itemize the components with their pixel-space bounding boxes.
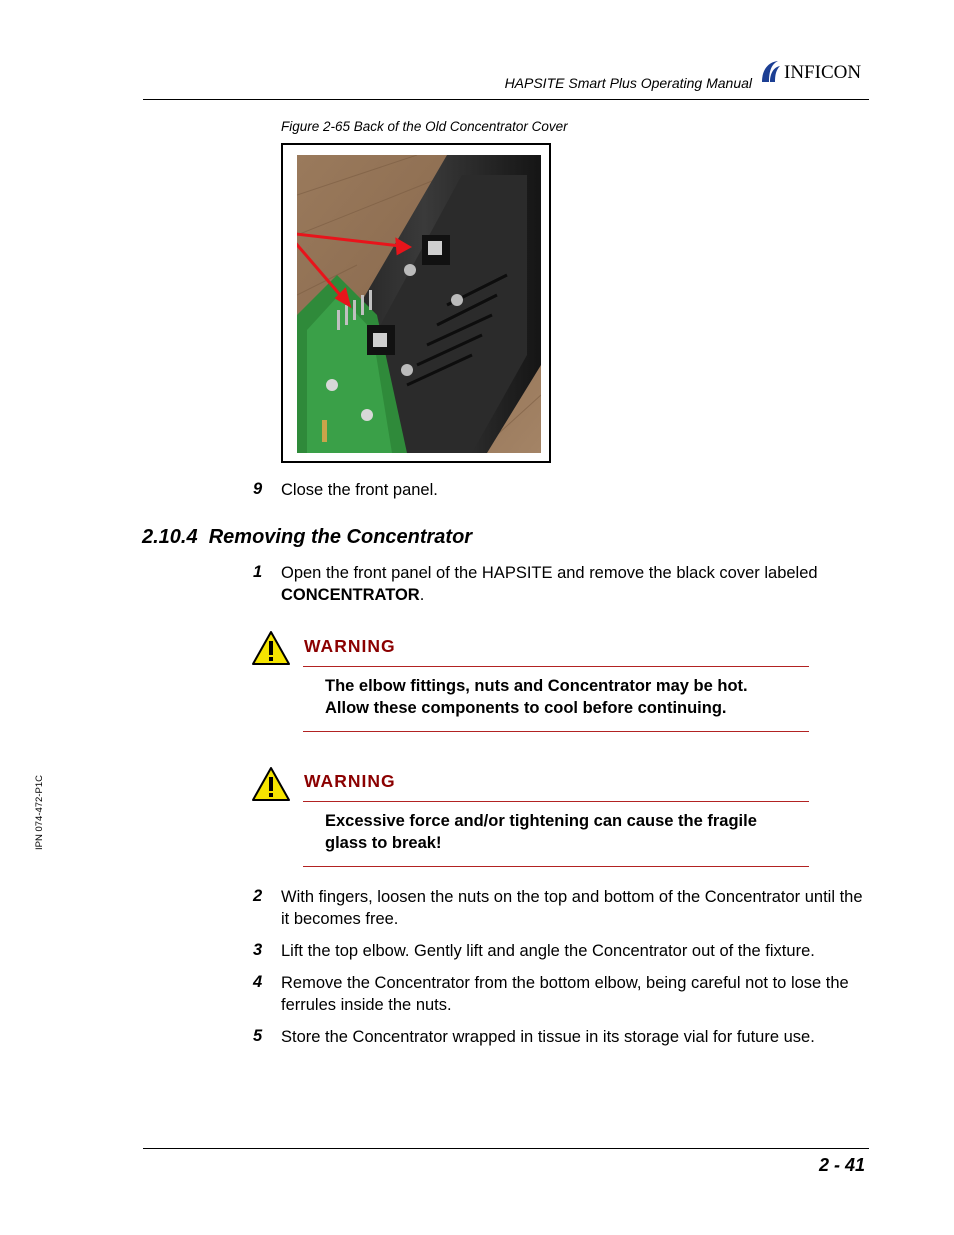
- document-code: IPN 074-472-P1C: [34, 775, 45, 850]
- step-text: [281, 1026, 881, 1048]
- step-text-main: Open the front panel of the HAPSITE and remove the black cover labeled: [281, 564, 818, 582]
- section-title: Removing the Concentrator: [208, 526, 473, 548]
- step-line: Remove the Concentrator from the bottom elbow, being careful not to lose the: [281, 974, 849, 992]
- warning-bottom-rule: [303, 866, 809, 867]
- step-number: 5: [253, 1027, 263, 1045]
- footer-rule: [143, 1148, 869, 1149]
- warning-line: Allow these components to cool before continuing.: [325, 699, 727, 717]
- figure-caption: Figure 2-65 Back of the Old Concentrator Cover: [281, 119, 568, 134]
- warning-triangle-icon: [251, 630, 291, 666]
- step-text: [281, 562, 861, 606]
- warning-line: glass to break!: [325, 834, 442, 852]
- step-text: [281, 940, 881, 962]
- header-rule: [143, 99, 869, 100]
- warning-body: [325, 810, 795, 854]
- figure-frame: [281, 143, 551, 463]
- step-text-bold: CONCENTRATOR: [281, 586, 420, 604]
- step-number: 4: [253, 973, 263, 991]
- warning-top-rule: [303, 666, 809, 667]
- warning-title: WARNING: [304, 636, 396, 656]
- step-number: 9: [253, 480, 263, 498]
- section-heading: [142, 526, 472, 549]
- step-line: ferrules inside the nuts.: [281, 996, 452, 1014]
- concentrator-cover-photo: [297, 155, 541, 453]
- step-line: it becomes free.: [281, 910, 399, 928]
- warning-triangle-icon: [251, 766, 291, 802]
- warning-line: Excessive force and/or tightening can cause the fragile: [325, 812, 757, 830]
- step-line: Store the Concentrator wrapped in tissue in its storage vial for future use.: [281, 1028, 815, 1046]
- step-text-tail: .: [419, 586, 425, 604]
- manual-title: HAPSITE Smart Plus Operating Manual: [504, 75, 752, 91]
- step-number: 1: [253, 563, 263, 581]
- page-number: 2 - 41: [818, 1155, 865, 1175]
- step-line: With fingers, loosen the nuts on the top and bottom of the Concentrator until the: [281, 888, 863, 906]
- step-text: [281, 886, 881, 930]
- logo-text: INFICON: [784, 62, 862, 83]
- warning-line: The elbow fittings, nuts and Concentrator may be hot.: [325, 677, 748, 695]
- warning-bottom-rule: [303, 731, 809, 732]
- step-text: [281, 972, 881, 1016]
- inficon-logo: [760, 58, 875, 84]
- step-number: 3: [253, 941, 263, 959]
- warning-top-rule: [303, 801, 809, 802]
- warning-title: WARNING: [304, 771, 396, 791]
- step-line: Lift the top elbow. Gently lift and angle the Concentrator out of the fixture.: [281, 942, 815, 960]
- step-text: Close the front panel.: [281, 481, 438, 499]
- warning-body: [325, 675, 795, 719]
- step-number: 2: [253, 887, 263, 905]
- section-number: 2.10.4: [142, 526, 198, 548]
